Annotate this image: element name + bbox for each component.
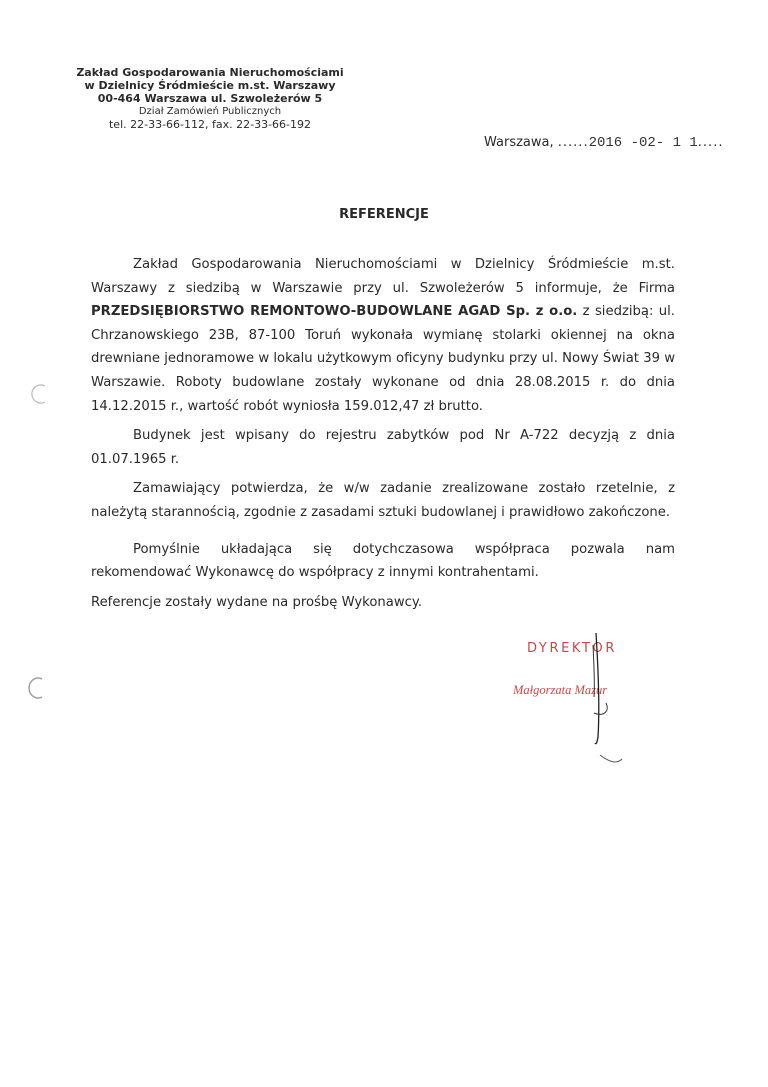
letterhead-line-3: 00-464 Warszawa ul. Szwoleżerów 5	[97, 92, 323, 105]
contractor-name: PRZEDSIĘBIORSTWO REMONTOWO-BUDOWLANE AGAD Sp. z o.o.	[91, 304, 578, 320]
punch-hole-bottom	[28, 676, 50, 700]
paragraph-5: Referencje zostały wydane na prośbę Wykonawcy.	[91, 594, 423, 610]
letterhead-line-2: w Dzielnicy Śródmieście m.st. Warszawy	[84, 79, 336, 92]
letterhead-line-5: tel. 22-33-66-112, fax. 22-33-66-192	[108, 118, 312, 131]
date-place: Warszawa,	[484, 135, 554, 150]
paragraph-1	[91, 253, 675, 418]
paragraph-1-details: z siedzibą: ul. Chrzanowskiego 23B, 87-100 Toruń wykonała wymianę stolarki okiennej na okna drewniane jednoramowe w lokalu użytkowym oficyny budynku przy ul. Nowy Świat 39 w Warszawie. Roboty budowlane zostały wykonane od dnia 28.08.2015 r. do dnia 14.12.2015 r., wartość robót wyniosła 159.012,47 zł brutto.	[91, 304, 675, 414]
document-body	[91, 253, 675, 614]
letterhead-line-4: Dział Zamówień Publicznych	[138, 106, 282, 117]
paragraph-4: Pomyślnie układająca się dotychczasowa współpraca pozwala nam rekomendować Wykonawcę do współpracy z innymi kontrahentami.	[91, 541, 675, 581]
signature-name-stamp: Małgorzata Mazur	[513, 683, 608, 697]
paragraph-1-intro: Zakład Gospodarowania Nieruchomościami w Dzielnicy Śródmieście m.st. Warszawy z siedzibą w Warszawie przy ul. Szwoleżerów 5 informuje, że Firma	[91, 257, 675, 296]
date-handwritten: 2016 -02- 1 1	[588, 135, 698, 151]
paragraph-2: Budynek jest wpisany do rejestru zabytków pod Nr A-722 decyzją z dnia 01.07.1965 r.	[91, 428, 675, 467]
letterhead-line-1: Zakład Gospodarowania Nieruchomościami	[76, 66, 344, 79]
date-dots-after: .....	[697, 135, 724, 150]
document-title: REFERENCJE	[339, 207, 429, 222]
date-dots-before: ......	[557, 135, 589, 150]
handwritten-signature	[560, 625, 640, 775]
letterhead	[60, 66, 360, 131]
signature-title-stamp: DYREKTOR	[527, 641, 618, 656]
paragraph-3: Zamawiający potwierdza, że w/w zadanie zrealizowane zostało rzetelnie, z należytą starannością, zgodnie z zasadami sztuki budowlanej i prawidłowo zakończone.	[91, 481, 675, 520]
punch-hole-top	[30, 383, 52, 405]
date-line	[484, 135, 723, 151]
